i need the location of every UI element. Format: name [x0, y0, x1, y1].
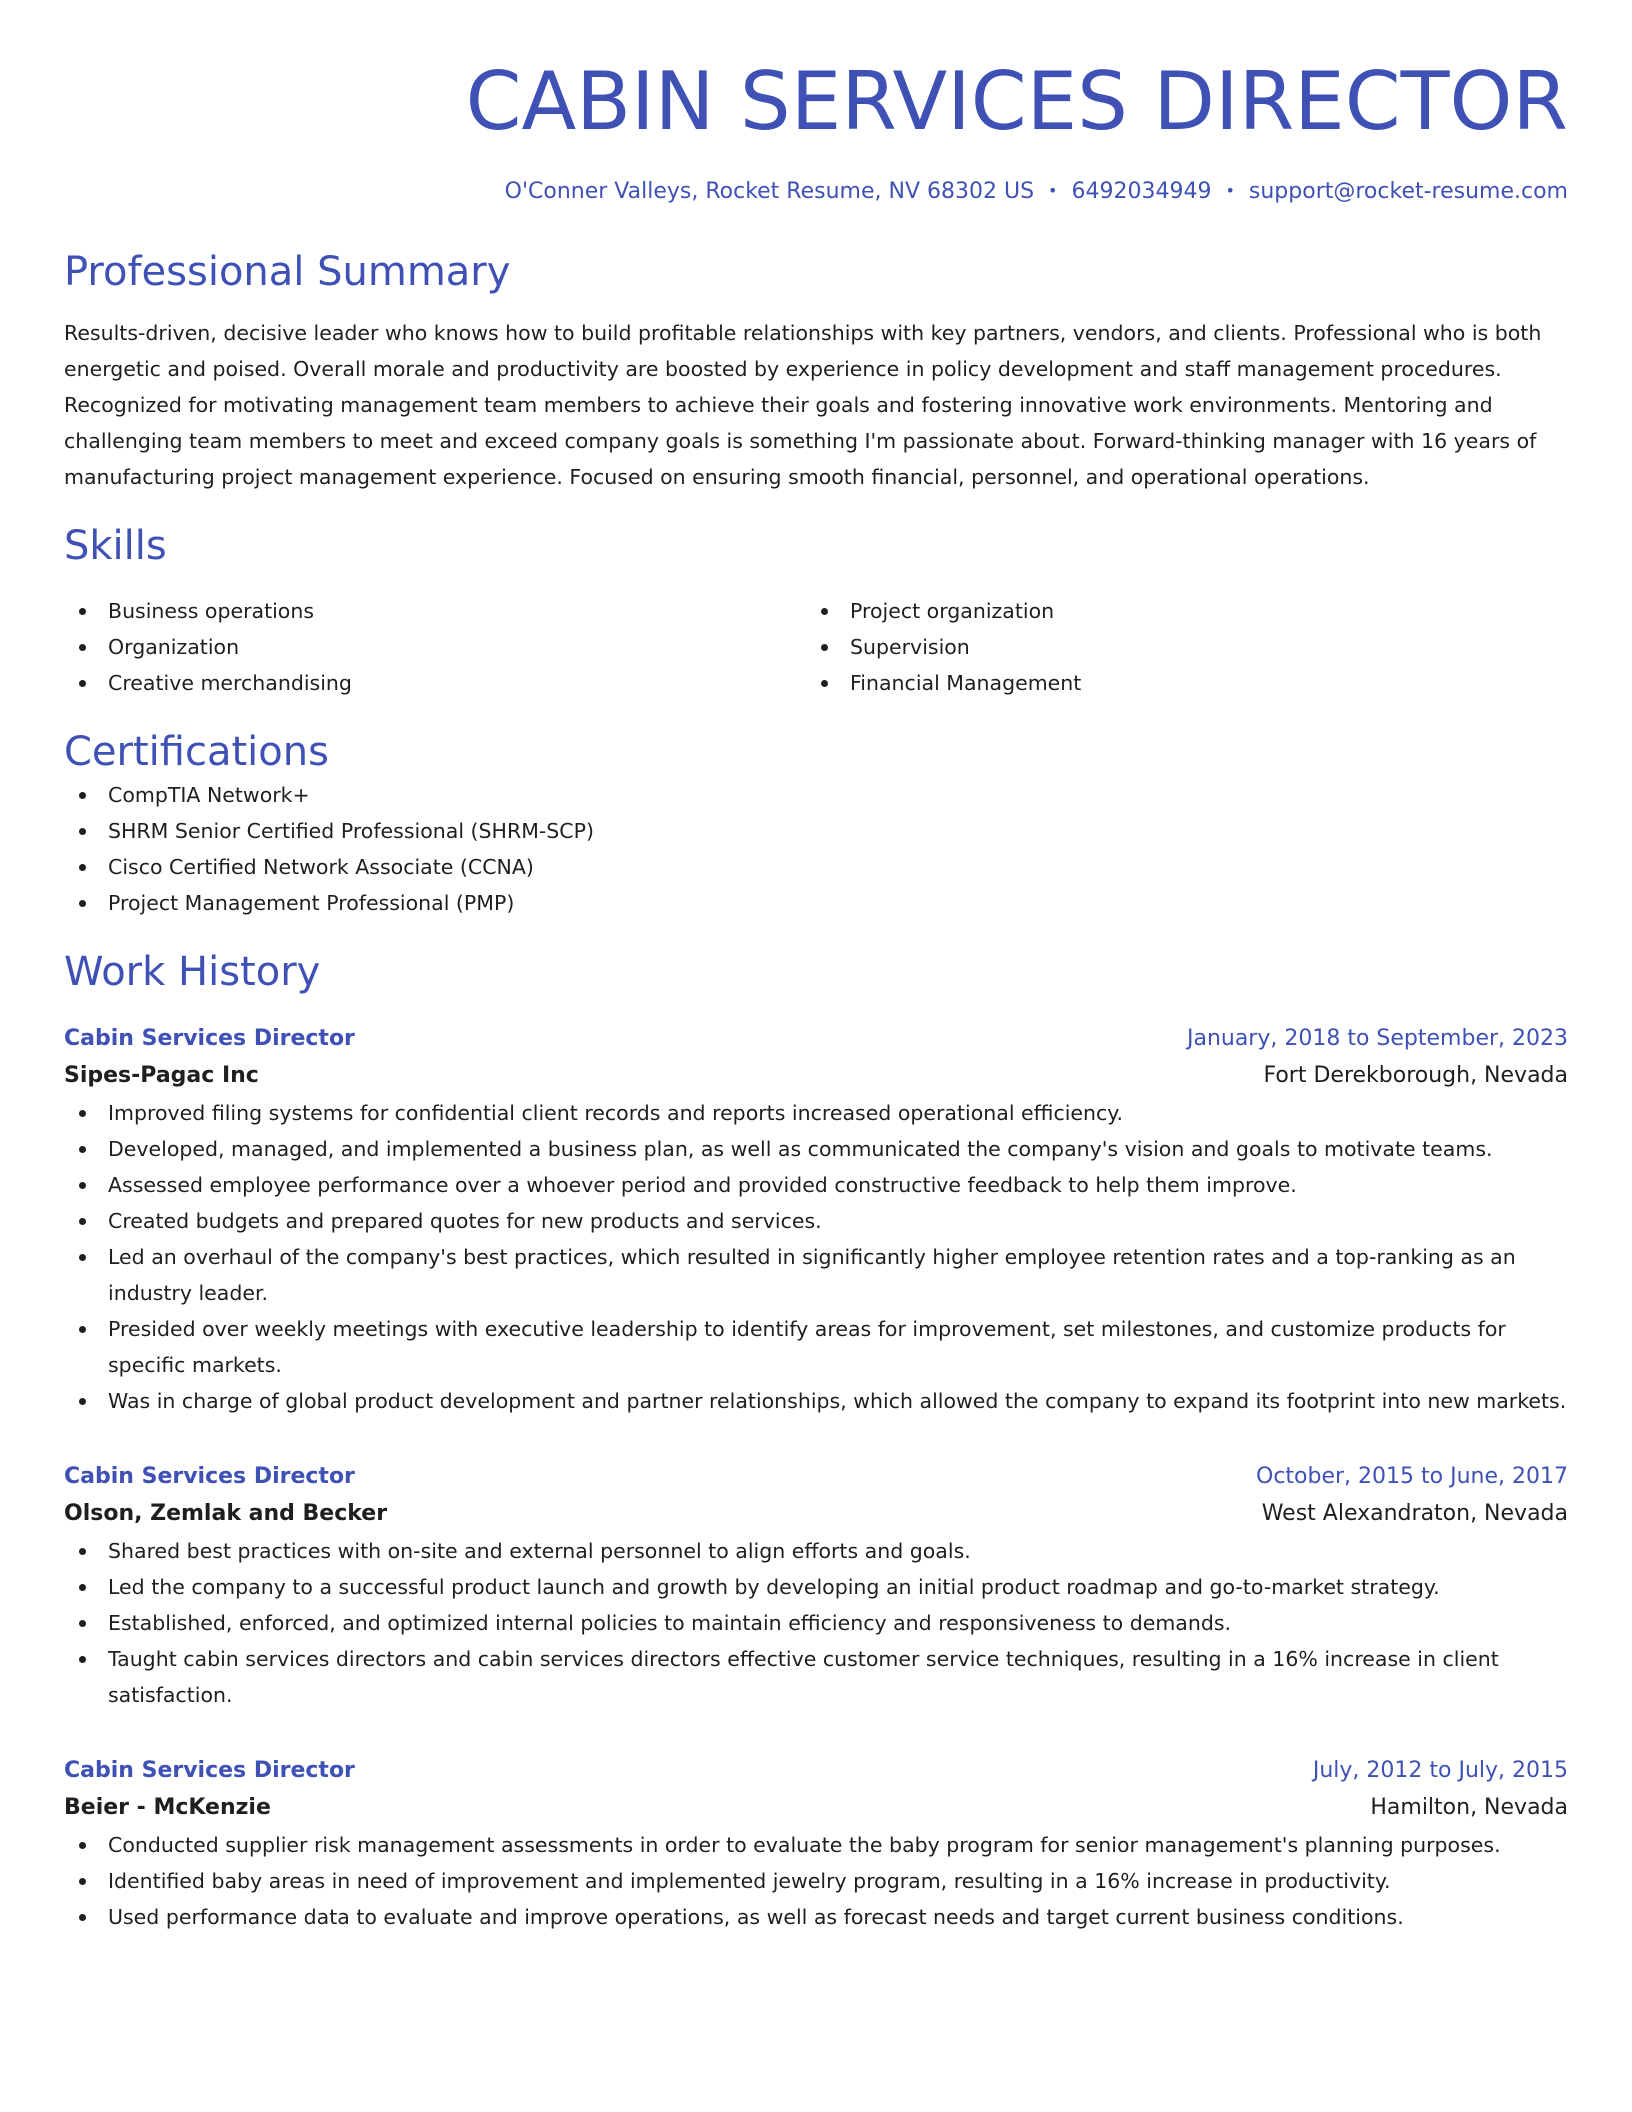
job-bullets: [64, 1095, 1568, 1419]
skills-column-right: [806, 593, 1548, 701]
job-dates: October, 2015 to June, 2017: [1256, 1464, 1568, 1489]
job-company-row: [64, 1789, 1568, 1827]
job-header-row: [64, 1021, 1568, 1057]
job-company: Beier - McKenzie: [64, 1795, 271, 1820]
certification-item: CompTIA Network+: [64, 777, 1568, 813]
skill-item: Organization: [64, 629, 806, 665]
job-bullet: Identified baby areas in need of improvement and implemented jewelry program, resulting in a 16% increase in productivity.: [64, 1863, 1568, 1899]
job-bullets: [64, 1827, 1568, 1935]
resume-header: [64, 0, 1568, 207]
section-title-skills: Skills: [64, 523, 167, 569]
job-header-row: [64, 1459, 1568, 1495]
job-company: Olson, Zemlak and Becker: [64, 1501, 388, 1526]
certification-item: Cisco Certified Network Associate (CCNA): [64, 849, 1568, 885]
certifications-list: [64, 777, 1568, 921]
contact-phone: 6492034949: [1071, 179, 1212, 204]
job-bullet: Was in charge of global product development and partner relationships, which allowed the company to expand its footprint into new markets.: [64, 1383, 1568, 1419]
job-bullet: Led the company to a successful product launch and growth by developing an initial product roadmap and go-to-market strategy.: [64, 1569, 1568, 1605]
certification-item: Project Management Professional (PMP): [64, 885, 1568, 921]
job-dates: January, 2018 to September, 2023: [1186, 1026, 1568, 1051]
job-bullet: Taught cabin services directors and cabin services directors effective customer service techniques, resulting in a 16% increase in client satisfaction.: [64, 1641, 1568, 1713]
job-location: West Alexandraton, Nevada: [1261, 1501, 1568, 1526]
job-bullets: [64, 1533, 1568, 1713]
candidate-title: CABIN SERVICES DIRECTOR: [465, 55, 1568, 148]
job-bullet: Led an overhaul of the company's best practices, which resulted in significantly higher employee retention rates and a top-ranking as an industry leader.: [64, 1239, 1568, 1311]
section-title-summary: Professional Summary: [64, 249, 511, 295]
job-bullet: Developed, managed, and implemented a business plan, as well as communicated the company's vision and goals to motivate teams.: [64, 1131, 1568, 1167]
skills-grid: [64, 593, 1568, 701]
job-title: Cabin Services Director: [64, 1758, 355, 1783]
contact-address: O'Conner Valleys, Rocket Resume, NV 68302 US: [504, 179, 1035, 204]
job-bullet: Established, enforced, and optimized internal policies to maintain efficiency and responsiveness to demands.: [64, 1605, 1568, 1641]
skill-item: Financial Management: [806, 665, 1548, 701]
job-bullet: Presided over weekly meetings with executive leadership to identify areas for improvement, set milestones, and customize products for specific markets.: [64, 1311, 1568, 1383]
job-bullet: Assessed employee performance over a whoever period and provided constructive feedback to help them improve.: [64, 1167, 1568, 1203]
contact-email[interactable]: support@rocket-resume.com: [1248, 179, 1568, 204]
section-title-work-history: Work History: [64, 949, 321, 995]
job-header-row: [64, 1753, 1568, 1789]
summary-text: Results-driven, decisive leader who knows how to build profitable relationships with key partners, vendors, and clients. Professional who is both energetic and poised. Overall morale and productivity are boosted by experience in policy development and staff management procedures. Recognized for motivating management team members to achieve their goals and fostering innovative work environments. Mentoring and challenging team members to meet and exceed company goals is something I'm passionate about. Forward-thinking manager with 16 years of manufacturing project management experience. Focused on ensuring smooth financial, personnel, and operational operations.: [64, 321, 1542, 489]
section-title-certifications: Certifications: [64, 729, 329, 775]
job-location: Hamilton, Nevada: [1370, 1795, 1568, 1820]
contact-separator: •: [1048, 181, 1058, 200]
resume-page: [64, 0, 1568, 1935]
skill-item: Supervision: [806, 629, 1548, 665]
job-location: Fort Derekborough, Nevada: [1263, 1063, 1568, 1088]
job-company-row: [64, 1495, 1568, 1533]
contact-separator: •: [1225, 181, 1235, 200]
job-entry: [64, 1021, 1568, 1419]
job-title: Cabin Services Director: [64, 1026, 355, 1051]
job-bullet: Conducted supplier risk management assessments in order to evaluate the baby program for senior management's planning purposes.: [64, 1827, 1568, 1863]
job-title: Cabin Services Director: [64, 1464, 355, 1489]
job-bullet: Used performance data to evaluate and improve operations, as well as forecast needs and target current business conditions.: [64, 1899, 1568, 1935]
job-bullet: Created budgets and prepared quotes for new products and services.: [64, 1203, 1568, 1239]
skill-item: Business operations: [64, 593, 806, 629]
job-company-row: [64, 1057, 1568, 1095]
skills-column-left: [64, 593, 806, 701]
skills-list-right: [806, 593, 1548, 701]
job-bullet: Shared best practices with on-site and external personnel to align efforts and goals.: [64, 1533, 1568, 1569]
job-bullet: Improved filing systems for confidential client records and reports increased operational efficiency.: [64, 1095, 1568, 1131]
job-entry: [64, 1459, 1568, 1713]
job-company: Sipes-Pagac Inc: [64, 1063, 259, 1088]
contact-line: [64, 176, 1568, 207]
skill-item: Creative merchandising: [64, 665, 806, 701]
skill-item: Project organization: [806, 593, 1548, 629]
skills-list-left: [64, 593, 806, 701]
certification-item: SHRM Senior Certified Professional (SHRM-SCP): [64, 813, 1568, 849]
job-dates: July, 2012 to July, 2015: [1312, 1758, 1568, 1783]
job-entry: [64, 1753, 1568, 1935]
